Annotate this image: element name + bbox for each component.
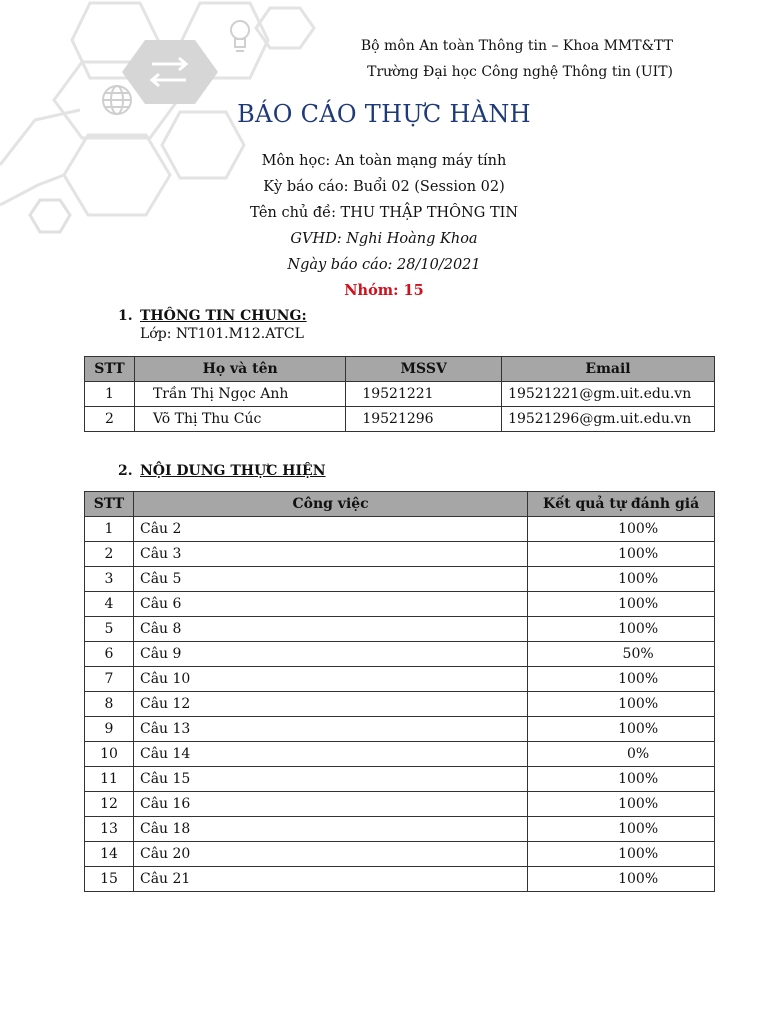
members-header-row [85,357,715,382]
result-cell: 100% [528,592,715,617]
result-cell: 100% [528,717,715,742]
stt-cell: 7 [85,667,134,692]
student-id-cell: 19521221 [346,382,502,407]
header-cell: STT [85,492,134,517]
stt-cell: 6 [85,642,134,667]
class-line: Lớp: NT101.M12.ATCL [140,326,304,342]
table-row [85,617,715,642]
table-row [85,517,715,542]
stt-cell: 4 [85,592,134,617]
university-line: Trường Đại học Công nghệ Thông tin (UIT) [367,64,673,80]
stt-cell: 1 [85,382,135,407]
department-header [361,33,673,85]
result-cell: 100% [528,542,715,567]
topic-line: Tên chủ đề: THU THẬP THÔNG TIN [249,205,519,221]
section-2-number: 2. [118,463,133,479]
section-2-heading [118,463,326,479]
stt-cell: 11 [85,767,134,792]
section-1-label: THÔNG TIN CHUNG: [140,308,307,324]
task-cell: Câu 14 [133,742,527,767]
stt-cell: 10 [85,742,134,767]
result-cell: 100% [528,617,715,642]
result-cell: 100% [528,792,715,817]
name-cell: Trần Thị Ngọc Anh [134,382,345,407]
table-row [85,642,715,667]
tasks-body [85,517,715,892]
table-row [85,407,715,432]
email-cell: 19521221@gm.uit.edu.vn [502,382,715,407]
tasks-header-row [85,492,715,517]
stt-cell: 1 [85,517,134,542]
stt-cell: 9 [85,717,134,742]
stt-cell: 14 [85,842,134,867]
result-cell: 0% [528,742,715,767]
result-cell: 100% [528,767,715,792]
section-2-label: NỘI DUNG THỰC HIỆN [140,463,326,479]
header-cell: MSSV [346,357,502,382]
table-row [85,667,715,692]
table-row [85,692,715,717]
table-row [85,767,715,792]
department-line: Bộ môn An toàn Thông tin – Khoa MMT&TT [360,38,673,54]
task-cell: Câu 18 [133,817,527,842]
table-row [85,542,715,567]
task-cell: Câu 9 [133,642,527,667]
report-title: BÁO CÁO THỰC HÀNH [237,100,531,128]
stt-cell: 15 [85,867,134,892]
section-1-heading [118,308,307,324]
task-cell: Câu 12 [133,692,527,717]
task-cell: Câu 8 [133,617,527,642]
instructor-line: GVHD: Nghi Hoàng Khoa [290,231,478,247]
task-cell: Câu 16 [133,792,527,817]
result-cell: 100% [528,692,715,717]
stt-cell: 2 [85,407,135,432]
report-info [0,148,768,304]
task-cell: Câu 5 [133,567,527,592]
table-row [85,382,715,407]
report-date-line: Ngày báo cáo: 28/10/2021 [287,257,481,273]
header-cell: Họ và tên [134,357,345,382]
result-cell: 50% [528,642,715,667]
group-line: Nhóm: 15 [344,282,424,299]
result-cell: 100% [528,567,715,592]
student-id-cell: 19521296 [346,407,502,432]
header-cell: Kết quả tự đánh giá [528,492,715,517]
task-cell: Câu 3 [133,542,527,567]
table-row [85,567,715,592]
stt-cell: 3 [85,567,134,592]
subject-line: Môn học: An toàn mạng máy tính [261,153,507,169]
task-cell: Câu 10 [133,667,527,692]
email-cell: 19521296@gm.uit.edu.vn [502,407,715,432]
table-row [85,742,715,767]
result-cell: 100% [528,517,715,542]
stt-cell: 8 [85,692,134,717]
tasks-table [84,491,715,892]
task-cell: Câu 15 [133,767,527,792]
header-cell: Công việc [133,492,527,517]
task-cell: Câu 2 [133,517,527,542]
header-cell: STT [85,357,135,382]
header-cell: Email [502,357,715,382]
task-cell: Câu 13 [133,717,527,742]
members-table [84,356,715,432]
table-row [85,867,715,892]
lightbulb-icon [231,21,249,51]
task-cell: Câu 20 [133,842,527,867]
result-cell: 100% [528,667,715,692]
task-cell: Câu 6 [133,592,527,617]
section-1-number: 1. [118,308,133,324]
table-row [85,817,715,842]
stt-cell: 2 [85,542,134,567]
stt-cell: 12 [85,792,134,817]
result-cell: 100% [528,817,715,842]
table-row [85,592,715,617]
stt-cell: 13 [85,817,134,842]
stt-cell: 5 [85,617,134,642]
table-row [85,717,715,742]
result-cell: 100% [528,867,715,892]
table-row [85,842,715,867]
task-cell: Câu 21 [133,867,527,892]
name-cell: Võ Thị Thu Cúc [134,407,345,432]
session-line: Kỳ báo cáo: Buổi 02 (Session 02) [263,179,505,195]
result-cell: 100% [528,842,715,867]
table-row [85,792,715,817]
